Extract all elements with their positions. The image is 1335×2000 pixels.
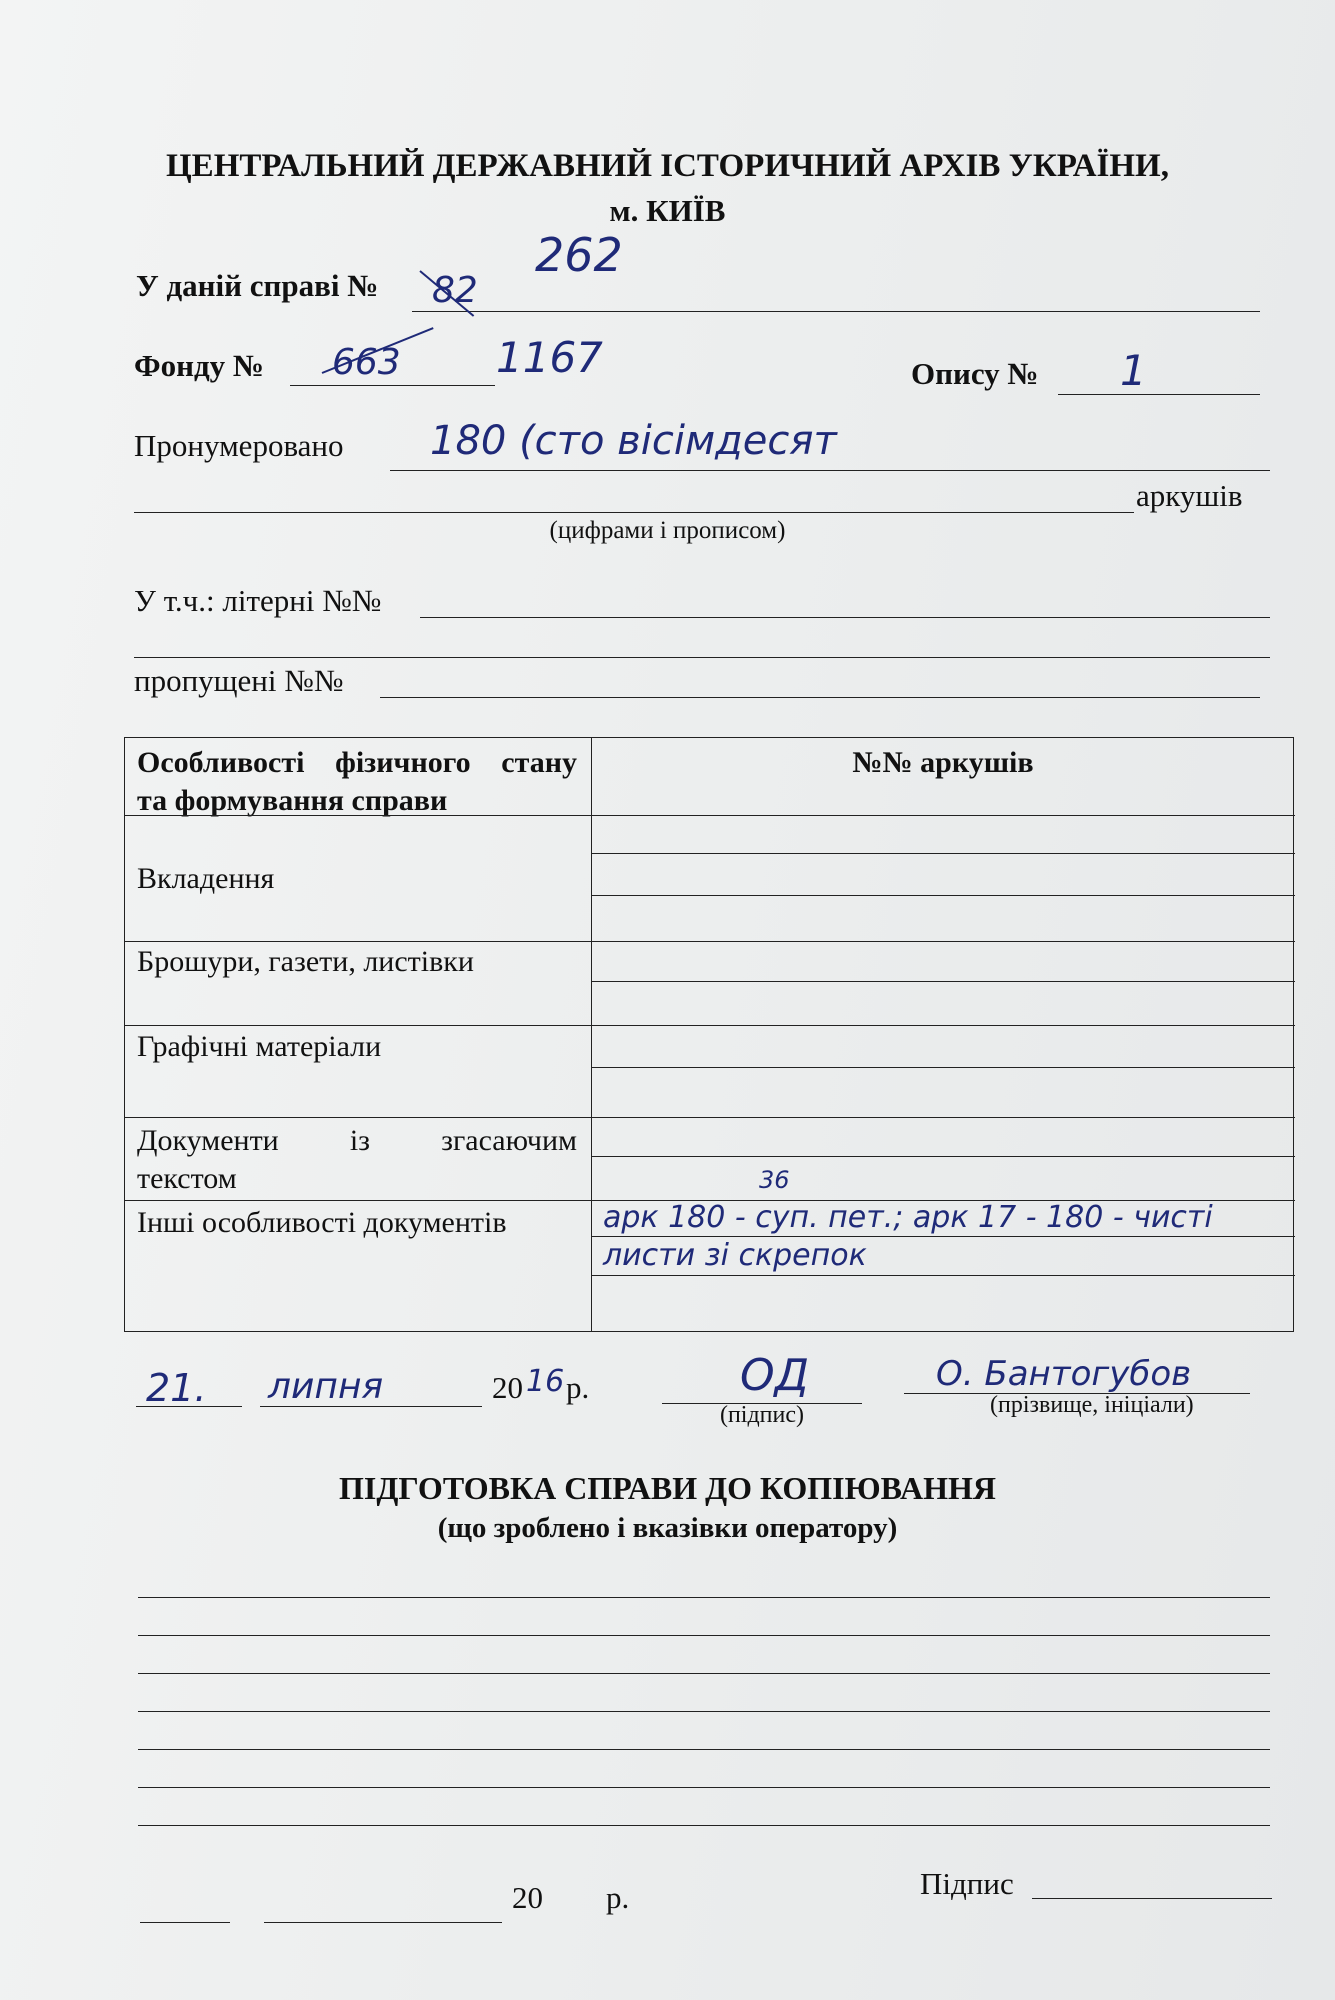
copy-ruled-line	[138, 1711, 1270, 1712]
copy-sign-line	[1032, 1898, 1272, 1899]
table-row-separator	[125, 815, 1295, 816]
year-unit: р.	[566, 1370, 590, 1405]
table-row-separator	[125, 941, 1295, 942]
fond-new: 1167	[496, 333, 603, 382]
copy-ruled-line	[138, 1787, 1270, 1788]
opys-value: 1	[1120, 346, 1147, 395]
table-ruled-line	[591, 1067, 1295, 1068]
table-header-left-1: Особливості фізичного стану	[137, 746, 577, 779]
table-ruled-line	[591, 1236, 1295, 1237]
table-row-separator	[125, 1025, 1295, 1026]
row-label-brochures: Брошури, газети, листівки	[137, 945, 474, 978]
archive-title: ЦЕНТРАЛЬНИЙ ДЕРЖАВНИЙ ІСТОРИЧНИЙ АРХІВ УКРАЇНИ,	[166, 148, 1169, 184]
table-ruled-line	[591, 981, 1295, 982]
letter-numbers-label: У т.ч.: літерні №№	[134, 583, 382, 618]
numbered-label: Пронумеровано	[134, 428, 344, 463]
copy-year-prefix: 20	[512, 1880, 543, 1915]
row-label-inserts: Вкладення	[137, 862, 275, 895]
other-value-correction: 36	[759, 1166, 790, 1194]
opys-label: Опису №	[911, 356, 1039, 391]
numbered-value: 180 (сто вісімдесят	[430, 418, 837, 464]
name-caption: (прізвище, ініціали)	[990, 1392, 1194, 1418]
copy-ruled-line	[138, 1635, 1270, 1636]
signatory-name: О. Бантогубов	[936, 1354, 1192, 1394]
copy-section-subtitle: (що зроблено і вказівки оператору)	[437, 1512, 898, 1544]
date-day: 21.	[146, 1366, 207, 1410]
case-number-label: У даній справі №	[136, 268, 379, 303]
copy-ruled-line	[138, 1597, 1270, 1598]
table-header-left-2: та формування справи	[137, 784, 448, 817]
archive-city: м. КИЇВ	[609, 193, 726, 228]
fond-label: Фонду №	[134, 348, 265, 383]
date-month: липня	[268, 1366, 384, 1407]
sheets-suffix: аркушів	[1136, 478, 1243, 513]
copy-month-line	[264, 1922, 502, 1923]
copy-sign-label: Підпис	[920, 1866, 1014, 1901]
signature-caption: (підпис)	[719, 1402, 805, 1428]
copy-section-title: ПІДГОТОВКА СПРАВИ ДО КОПІЮВАННЯ	[339, 1470, 996, 1506]
missed-numbers-line	[380, 697, 1260, 698]
letter-numbers-line-2	[134, 657, 1270, 658]
row-label-fading-1: Документи із згасаючим	[137, 1124, 577, 1157]
copy-ruled-line	[138, 1673, 1270, 1674]
fond-line	[290, 385, 495, 386]
copy-day-line	[140, 1922, 230, 1923]
table-header-right: №№ аркушів	[852, 746, 1034, 779]
copy-ruled-line	[138, 1749, 1270, 1750]
copy-year-unit: р.	[606, 1880, 630, 1915]
fond-old: 663	[332, 342, 401, 383]
opys-line	[1058, 394, 1260, 395]
numbered-line-2	[134, 512, 1134, 513]
signature: ОД	[740, 1350, 810, 1401]
digits-note: (цифрами і прописом)	[549, 517, 786, 544]
table-column-divider	[591, 738, 592, 1331]
case-number-old: 82	[432, 270, 478, 311]
row-label-other: Інші особливості документів	[137, 1206, 507, 1239]
table-row-separator	[125, 1117, 1295, 1118]
table-ruled-line	[591, 1275, 1295, 1276]
case-number-new: 262	[535, 228, 623, 282]
other-value-line1: арк 180 - суп. пет.; арк 17 - 180 - чисті	[603, 1200, 1213, 1235]
copy-ruled-line	[138, 1825, 1270, 1826]
condition-table	[124, 737, 1294, 1332]
year-suffix: 16	[526, 1364, 565, 1399]
year-prefix: 20	[492, 1370, 523, 1405]
row-label-graphics: Графічні матеріали	[137, 1030, 382, 1063]
missed-numbers-label: пропущені №№	[134, 663, 344, 698]
other-value-line2: листи зі скрепок	[603, 1238, 867, 1273]
table-ruled-line	[591, 853, 1295, 854]
letter-numbers-line	[420, 617, 1270, 618]
row-label-fading-2: текстом	[137, 1162, 237, 1195]
table-ruled-line	[591, 895, 1295, 896]
numbered-line	[390, 470, 1270, 471]
table-ruled-line	[591, 1156, 1295, 1157]
case-number-line	[412, 311, 1260, 312]
